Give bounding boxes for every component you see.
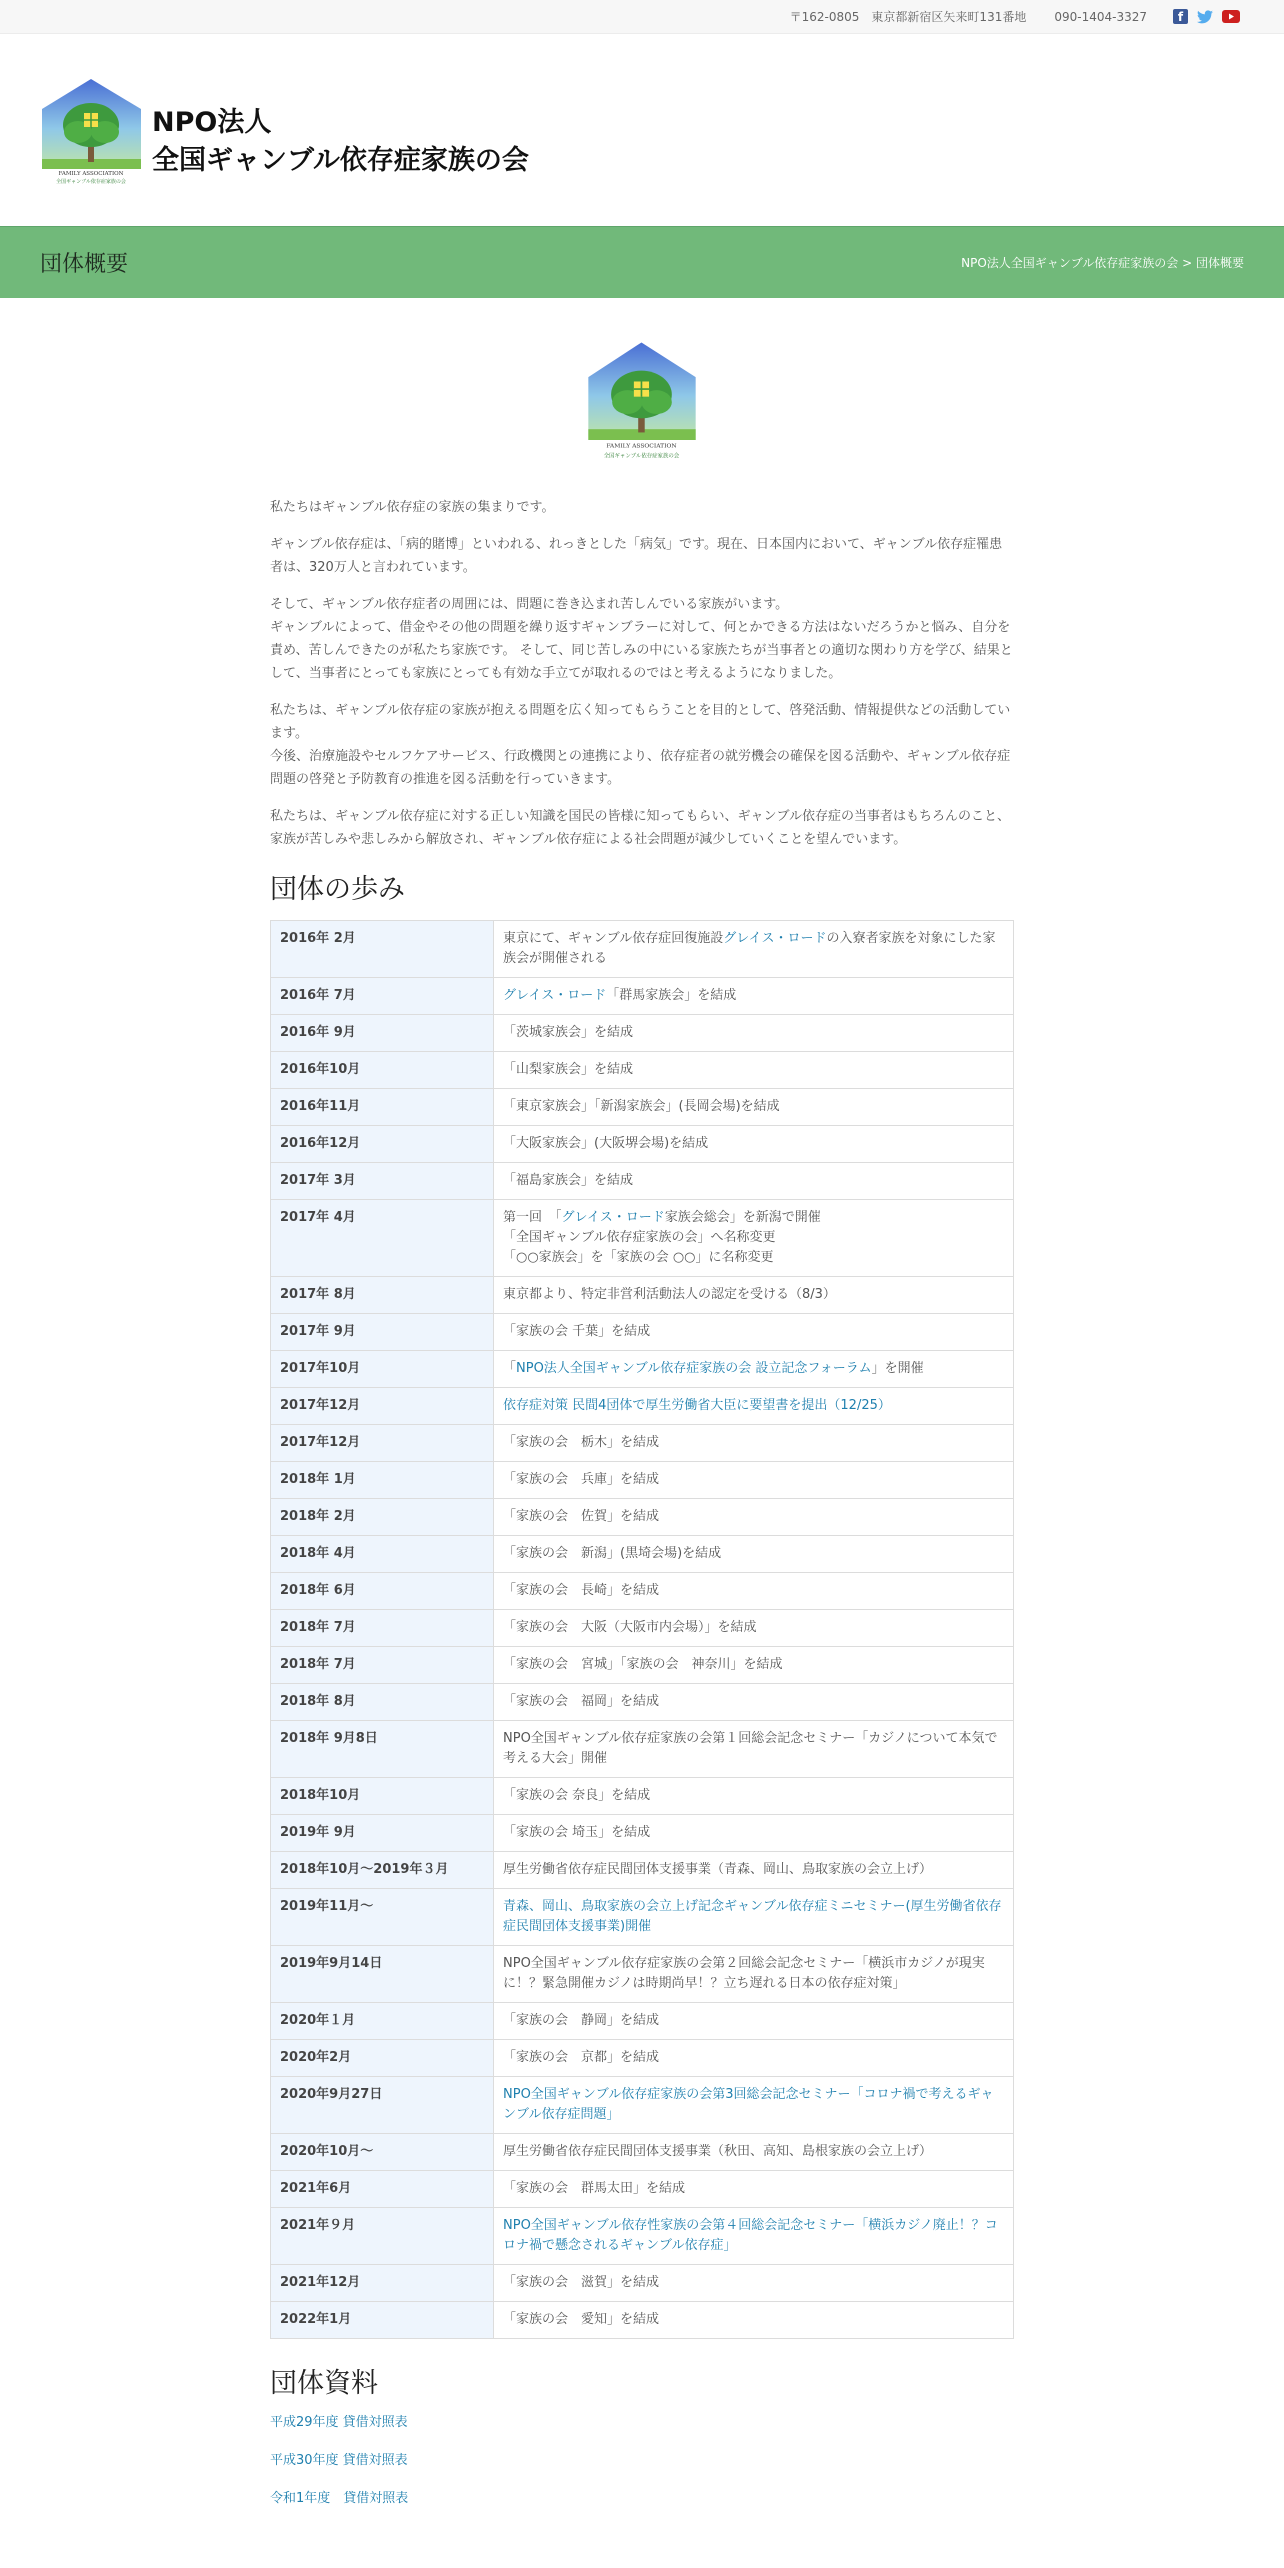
document-link[interactable]: 平成29年度 貸借対照表: [270, 2415, 408, 2430]
intro-paragraph-2: ギャンブル依存症は、「病的賭博」といわれる、れっきとした「病気」です。現在、日本国内において、ギャンブル依存症罹患者は、320万人と言われています。: [270, 537, 1003, 575]
history-event-text: 「山梨家族会」を結成: [503, 1062, 634, 1077]
history-event-text: 「家族の会 大阪（大阪市内会場）」を結成: [503, 1620, 757, 1635]
history-event: [494, 2171, 1014, 2208]
history-row: [271, 1200, 1014, 1277]
history-event: [494, 1815, 1014, 1852]
history-event-text: 「大阪家族会」(大阪堺会場)を結成: [503, 1136, 709, 1151]
history-event: [494, 1778, 1014, 1815]
center-logo: [584, 340, 700, 462]
history-event: [494, 1889, 1014, 1946]
history-row: [271, 2171, 1014, 2208]
history-event-text: 「家族の会 佐賀」を結成: [503, 1509, 660, 1524]
site-header: [0, 34, 1284, 194]
history-event-text: 「家族の会 静岡」を結成: [503, 2013, 660, 2028]
history-event-text: 家族会総会」を新潟で開催 「全国ギャンブル依存症家族の会」へ名称変更 「○○家族会」を「家族の会 ○○」に名称変更: [503, 1210, 821, 1265]
twitter-icon[interactable]: [1197, 9, 1213, 24]
history-date: 2020年9月27日: [271, 2077, 494, 2134]
history-date: 2018年 7月: [271, 1647, 494, 1684]
history-event-text: 「東京家族会」「新潟家族会」(長岡会場)を結成: [503, 1099, 780, 1114]
main-content: [270, 340, 1014, 2528]
history-event: [494, 1314, 1014, 1351]
history-row: [271, 1314, 1014, 1351]
history-row: [271, 1889, 1014, 1946]
history-date: 2017年12月: [271, 1388, 494, 1425]
history-date: 2018年 1月: [271, 1462, 494, 1499]
history-event-text: 東京都より、特定非営利活動法人の認定を受ける（8/3）: [503, 1287, 836, 1302]
history-row: [271, 1721, 1014, 1778]
history-event-link[interactable]: NPO法人全国ギャンブル依存症家族の会 設立記念フォーラム: [516, 1361, 872, 1376]
site-title-line2: 全国ギャンブル依存症家族の会: [152, 145, 529, 176]
history-row: [271, 2003, 1014, 2040]
history-event: [494, 1684, 1014, 1721]
history-row: [271, 1499, 1014, 1536]
history-date: 2020年10月〜: [271, 2134, 494, 2171]
svg-text:FAMILY ASSOCIATION: FAMILY ASSOCIATION: [606, 442, 677, 450]
history-date: 2019年 9月: [271, 1815, 494, 1852]
svg-text:全国ギャンブル依存症家族の会: 全国ギャンブル依存症家族の会: [56, 179, 126, 185]
social-links: [1173, 9, 1240, 24]
history-date: 2021年6月: [271, 2171, 494, 2208]
history-event-text: NPO全国ギャンブル依存症家族の会第１回総会記念セミナー「カジノについて本気で考える大会」開催: [503, 1731, 998, 1766]
history-event-link[interactable]: 依存症対策 民間4団体で厚生労働省大臣に要望書を提出（12/25）: [503, 1398, 891, 1413]
history-event: [494, 1277, 1014, 1314]
history-date: 2020年2月: [271, 2040, 494, 2077]
history-event: [494, 2077, 1014, 2134]
history-date: 2016年12月: [271, 1126, 494, 1163]
history-event-text: 「家族の会 兵庫」を結成: [503, 1472, 660, 1487]
intro-paragraph-3: そして、ギャンブル依存症者の周囲には、問題に巻き込まれ苦しんでいる家族がいます。 ギャンブルによって、借金やその他の問題を繰り返すギャンブラーに対して、何とかできる方法はないだろうかと悩み、自分を責め、苦しんできたのが私たち家族です。 そして、同じ苦しみの中にいる家族たちが当事者との適切な関わり方を学び、結果として、当事者にとっても家族にとっても有効な手立てが取れるのではと考えるようになりました。: [270, 597, 1013, 681]
history-event-link[interactable]: 青森、岡山、鳥取家族の会立上げ記念ギャンブル依存症ミニセミナー(厚生労働省依存症民間団体支援事業)開催: [503, 1899, 1002, 1934]
history-event-text: 「家族の会 栃木」を結成: [503, 1435, 660, 1450]
history-event-text: 「家族の会 愛知」を結成: [503, 2312, 660, 2327]
history-event-text: 「家族の会 京都」を結成: [503, 2050, 660, 2065]
history-row: [271, 1351, 1014, 1388]
history-event: [494, 1573, 1014, 1610]
history-event: [494, 1946, 1014, 2003]
history-event: [494, 1163, 1014, 1200]
history-event-text: の入寮者家族を対象にした家族会が開催される: [503, 931, 996, 966]
history-date: 2016年10月: [271, 1052, 494, 1089]
history-event: [494, 978, 1014, 1015]
intro-paragraph-4: 私たちは、ギャンブル依存症の家族が抱える問題を広く知ってもらうことを目的として、啓発活動、情報提供などの活動しています。 今後、治療施設やセルフケアサービス、行政機関との連携により、依存症者の就労機会の確保を図る活動や、ギャンブル依存症問題の啓発と予防教育の推進を図る活動を行っていきます。: [270, 703, 1011, 787]
history-event: [494, 1610, 1014, 1647]
history-event: [494, 1852, 1014, 1889]
logo-text: FAMILY ASSOCIATION: [58, 171, 124, 177]
history-event-text: 」を開催: [871, 1361, 924, 1376]
history-date: 2017年 4月: [271, 1200, 494, 1277]
history-date: 2018年10月: [271, 1778, 494, 1815]
history-event: [494, 1536, 1014, 1573]
history-row: [271, 921, 1014, 978]
history-event: [494, 1015, 1014, 1052]
history-event-link[interactable]: NPO全国ギャンブル依存症家族の会第3回総会記念セミナー「コロナ禍で考えるギャンブル依存症問題」: [503, 2087, 994, 2122]
site-title-line1: NPO法人: [152, 107, 272, 138]
history-event-text: 「家族の会 千葉」を結成: [503, 1324, 651, 1339]
history-table: [270, 920, 1014, 2339]
history-event-text: 「家族の会 奈良」を結成: [503, 1788, 651, 1803]
history-date: 2017年 9月: [271, 1314, 494, 1351]
breadcrumb[interactable]: NPO法人全国ギャンブル依存症家族の会 > 団体概要: [961, 256, 1244, 270]
history-date: 2022年1月: [271, 2302, 494, 2339]
facebook-icon[interactable]: f: [1173, 9, 1188, 24]
history-event: [494, 2265, 1014, 2302]
history-date: 2016年 2月: [271, 921, 494, 978]
history-row: [271, 2040, 1014, 2077]
history-event: [494, 1721, 1014, 1778]
history-row: [271, 1425, 1014, 1462]
site-logo[interactable]: [38, 77, 145, 185]
history-event-text: 東京にて、ギャンブル依存症回復施設: [503, 931, 724, 946]
history-event: [494, 921, 1014, 978]
history-date: 2019年11月〜: [271, 1889, 494, 1946]
history-date: 2017年10月: [271, 1351, 494, 1388]
history-event-text: 厚生労働省依存症民間団体支援事業（青森、岡山、鳥取家族の会立上げ）: [503, 1862, 933, 1877]
history-event-text: 「福島家族会」を結成: [503, 1173, 634, 1188]
history-date: 2017年 8月: [271, 1277, 494, 1314]
history-event: [494, 1089, 1014, 1126]
page-title: 団体概要: [40, 252, 129, 277]
history-event-text: 「群馬家族会」を結成: [606, 988, 737, 1003]
history-event: [494, 1052, 1014, 1089]
history-date: 2021年12月: [271, 2265, 494, 2302]
documents-list: [270, 2414, 1014, 2508]
history-row: [271, 2302, 1014, 2339]
history-date: 2018年 6月: [271, 1573, 494, 1610]
history-event-text: 厚生労働省依存症民間団体支援事業（秋田、高知、島根家族の会立上げ）: [503, 2144, 933, 2159]
history-date: 2017年 3月: [271, 1163, 494, 1200]
history-row: [271, 1815, 1014, 1852]
history-event: [494, 1388, 1014, 1425]
youtube-icon[interactable]: [1222, 10, 1240, 24]
history-date: 2018年 7月: [271, 1610, 494, 1647]
history-row: [271, 2134, 1014, 2171]
intro-paragraph-5: 私たちは、ギャンブル依存症に対する正しい知識を国民の皆様に知ってもらい、ギャンブル依存症の当事者はもちろんのこと、家族が苦しみや悲しみから解放され、ギャンブル依存症による社会問題が減少していくことを望んでいます。: [270, 809, 1010, 847]
history-event-link[interactable]: グレイス・ロード: [723, 931, 827, 946]
history-date: 2016年 7月: [271, 978, 494, 1015]
history-row: [271, 2208, 1014, 2265]
history-event-link[interactable]: グレイス・ロード: [503, 988, 607, 1003]
intro-paragraph-1: 私たちはギャンブル依存症の家族の集まりです。: [270, 500, 555, 515]
history-event: [494, 1462, 1014, 1499]
top-bar: [0, 0, 1284, 34]
page-banner: [0, 226, 1284, 298]
history-row: [271, 1163, 1014, 1200]
history-event: [494, 2003, 1014, 2040]
history-event: [494, 2302, 1014, 2339]
history-row: [271, 1573, 1014, 1610]
history-row: [271, 1946, 1014, 2003]
history-row: [271, 2265, 1014, 2302]
history-row: [271, 1536, 1014, 1573]
history-date: 2018年 8月: [271, 1684, 494, 1721]
history-event-link[interactable]: NPO全国ギャンブル依存性家族の会第４回総会記念セミナー「横浜カジノ廃止！？コロナ禍で懸念されるギャンブル依存症」: [503, 2218, 998, 2253]
history-date: 2019年9月14日: [271, 1946, 494, 2003]
history-row: [271, 1126, 1014, 1163]
history-row: [271, 1388, 1014, 1425]
history-date: 2018年 9月8日: [271, 1721, 494, 1778]
history-event-text: NPO全国ギャンブル依存症家族の会第２回総会記念セミナー「横浜市カジノが現実に！？緊急開催カジノは時期尚早！？立ち遅れる日本の依存症対策」: [503, 1956, 985, 1991]
site-title[interactable]: [152, 104, 529, 180]
history-event: [494, 1425, 1014, 1462]
address-text: 〒162-0805 東京都新宿区矢来町131番地: [789, 10, 1027, 24]
history-event-text: 「家族の会 群馬太田」を結成: [503, 2181, 686, 2196]
history-row: [271, 1684, 1014, 1721]
history-event-text: 「家族の会 長崎」を結成: [503, 1583, 660, 1598]
history-row: [271, 1647, 1014, 1684]
history-event-text: 「家族の会 宮城」「家族の会 神奈川」を結成: [503, 1657, 783, 1672]
history-row: [271, 978, 1014, 1015]
history-date: 2021年９月: [271, 2208, 494, 2265]
history-date: 2017年12月: [271, 1425, 494, 1462]
svg-text:全国ギャンブル依存症家族の会: 全国ギャンブル依存症家族の会: [603, 453, 680, 460]
history-event: [494, 1126, 1014, 1163]
history-row: [271, 1277, 1014, 1314]
history-event: [494, 2040, 1014, 2077]
history-heading: 団体の歩み: [270, 874, 405, 905]
phone-text[interactable]: 090-1404-3327: [1054, 9, 1147, 24]
history-event: [494, 1200, 1014, 1277]
history-event-text: 「家族の会 福岡」を結成: [503, 1694, 660, 1709]
history-event: [494, 1647, 1014, 1684]
history-row: [271, 1610, 1014, 1647]
history-date: 2020年１月: [271, 2003, 494, 2040]
history-row: [271, 1852, 1014, 1889]
history-event-text: 「: [503, 1361, 517, 1376]
history-row: [271, 2077, 1014, 2134]
history-date: 2018年 2月: [271, 1499, 494, 1536]
documents-heading: 団体資料: [270, 2368, 378, 2399]
history-event-text: 「茨城家族会」を結成: [503, 1025, 634, 1040]
history-row: [271, 1015, 1014, 1052]
history-row: [271, 1052, 1014, 1089]
history-date: 2018年 4月: [271, 1536, 494, 1573]
history-event-text: 「家族の会 新潟」(黒埼会場)を結成: [503, 1546, 722, 1561]
history-event: [494, 1499, 1014, 1536]
history-event-text: 第一回 「: [503, 1210, 562, 1225]
history-date: 2016年11月: [271, 1089, 494, 1126]
document-link[interactable]: 令和1年度 貸借対照表: [270, 2491, 409, 2506]
history-event: [494, 2134, 1014, 2171]
history-row: [271, 1462, 1014, 1499]
history-date: 2016年 9月: [271, 1015, 494, 1052]
document-link[interactable]: 平成30年度 貸借対照表: [270, 2453, 408, 2468]
history-event-text: 「家族の会 埼玉」を結成: [503, 1825, 651, 1840]
history-event-text: 「家族の会 滋賀」を結成: [503, 2275, 660, 2290]
history-row: [271, 1778, 1014, 1815]
history-date: 2018年10月～2019年３月: [271, 1852, 494, 1889]
history-event: [494, 1351, 1014, 1388]
history-event: [494, 2208, 1014, 2265]
history-event-link[interactable]: グレイス・ロード: [561, 1210, 665, 1225]
history-row: [271, 1089, 1014, 1126]
